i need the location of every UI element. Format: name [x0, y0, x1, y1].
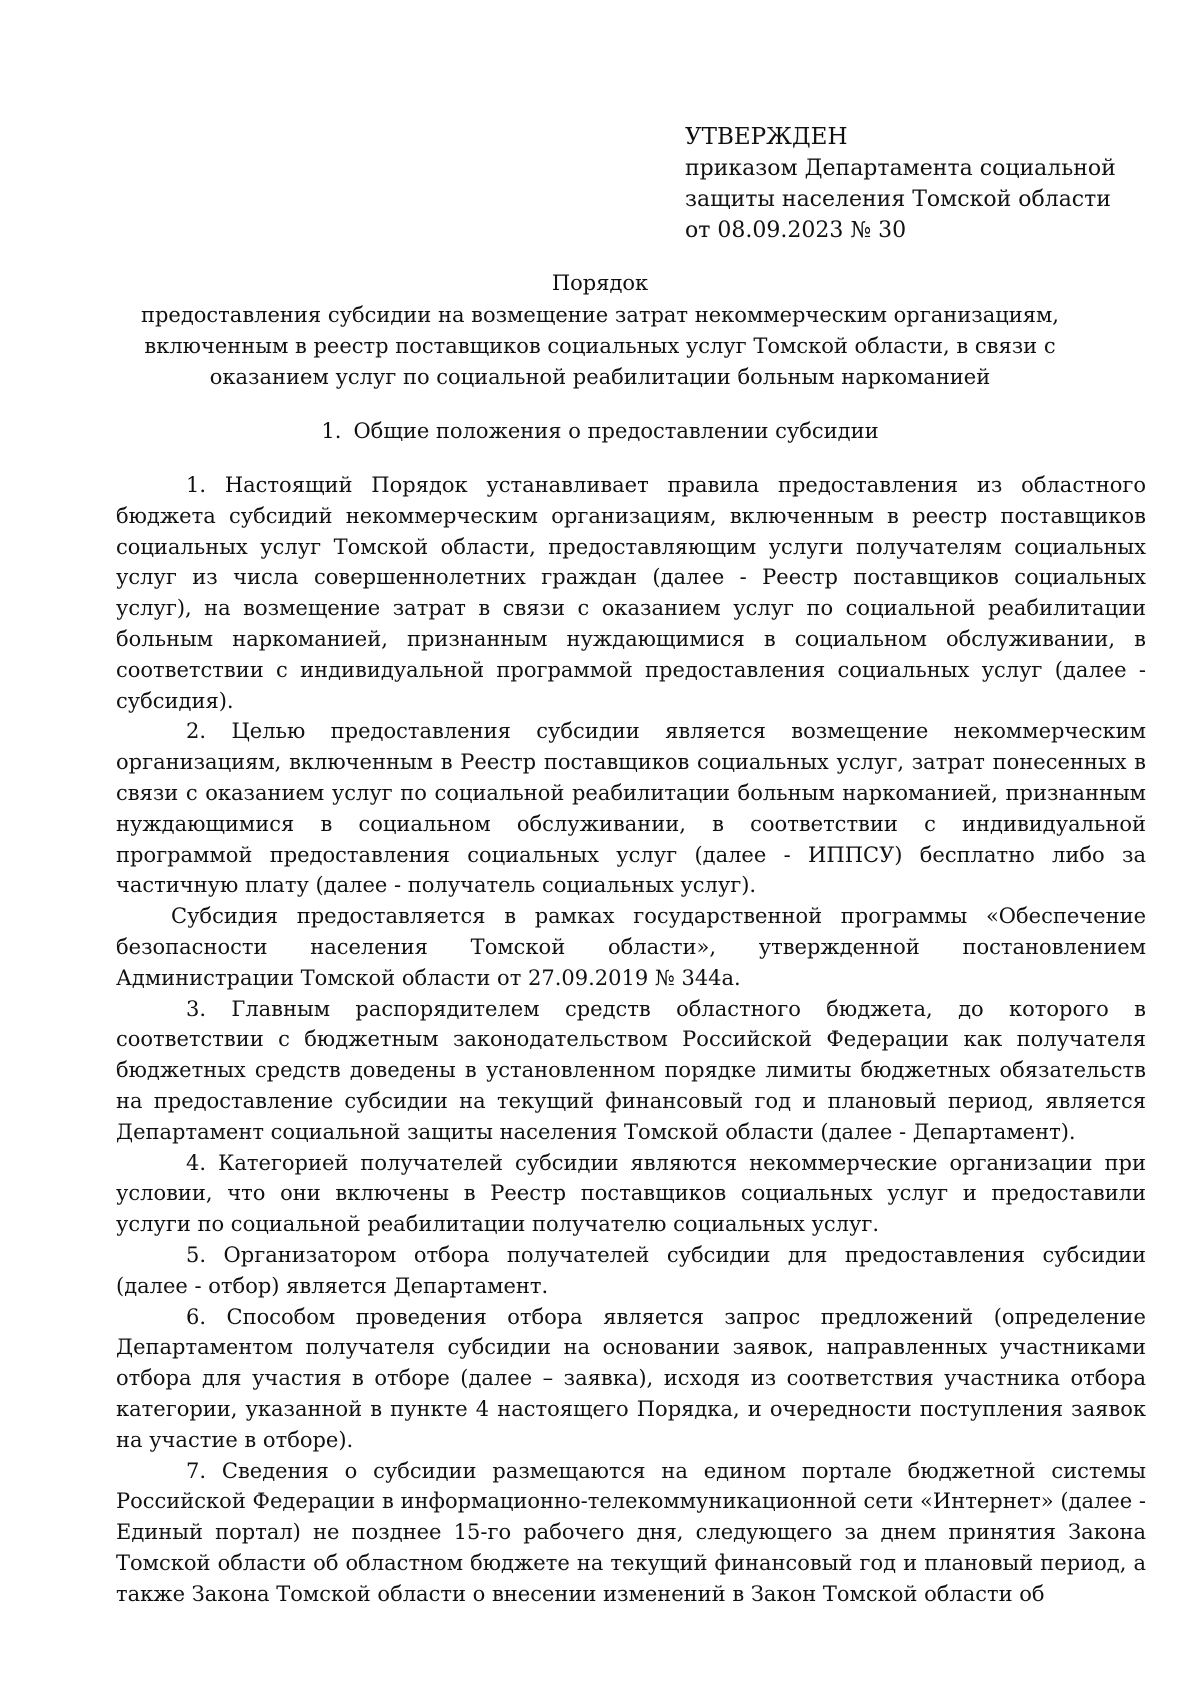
document-title-line-3: оказанием услуг по социальной реабилитации больным наркоманией	[209, 365, 991, 389]
paragraph-5: 5. Организатором отбора получателей субсидии для предоставления субсидии (далее - отбор) является Департамент.	[116, 1242, 1146, 1298]
approval-line-3: защиты населения Томской области	[685, 187, 1111, 212]
section-title: Общие положения о предоставлении субсидии	[353, 419, 879, 443]
document-title-line-1: предоставления субсидии на возмещение затрат некоммерческим организациям,	[140, 303, 1059, 327]
paragraph-7: 7. Сведения о субсидии размещаются на едином портале бюджетной системы Российской Федерации в информационно-телекоммуникационной сети «Интернет» (далее - Единый портал) не позднее 15-го рабочего дня, следующего за днем принятия Закона Томской области об областном бюджете на текущий финансовый год и плановый период, а также Закона Томской области о внесении изменений в Закон Томской области об	[116, 1458, 1146, 1606]
paragraph-6: 6. Способом проведения отбора является запрос предложений (определение Департаментом получателя субсидии на основании заявок, направленных участниками отбора для участия в отборе (далее – заявка), исходя из соответствия участника отбора категории, указанной в пункте 4 настоящего Порядка, и очередности поступления заявок на участие в отборе).	[116, 1304, 1146, 1452]
approval-title: УТВЕРЖДЕН	[685, 124, 848, 150]
paragraph-4: 4. Категорией получателей субсидии являются некоммерческие организации при условии, что они включены в Реестр поставщиков социальных услуг и предоставили услуги по социальной реабилитации получателю социальных услуг.	[116, 1150, 1146, 1237]
approval-line-4: от 08.09.2023 № 30	[685, 218, 907, 243]
approval-line-2: приказом Департамента социальной	[685, 156, 1116, 181]
approval-stamp	[685, 122, 1165, 246]
paragraph-1: 1. Настоящий Порядок устанавливает правила предоставления из областного бюджета субсидий некоммерческим организациям, включенным в реестр поставщиков социальных услуг Томской области, предоставляющим услуги получателям социальных услуг из числа совершеннолетних граждан (далее - Реестр поставщиков социальных услуг), на возмещение затрат в связи с оказанием услуг по социальной реабилитации больным наркоманией, признанным нуждающимися в социальном обслуживании, в соответствии с индивидуальной программой предоставления социальных услуг (далее - субсидия).	[116, 473, 1146, 713]
paragraph-2: 2. Целью предоставления субсидии является возмещение некоммерческим организациям, включенным в Реестр поставщиков социальных услуг, затрат понесенных в связи с оказанием услуг по социальной реабилитации больным наркоманией, признанным нуждающимися в социальном обслуживании, в соответствии с индивидуальной программой предоставления социальных услуг (далее - ИППСУ) бесплатно либо за частичную плату (далее - получатель социальных услуг).	[116, 719, 1146, 898]
section-heading	[120, 416, 1080, 447]
document-heading: Порядок	[551, 271, 649, 295]
document-body	[116, 470, 1146, 1609]
document-title	[120, 268, 1080, 393]
section-number: 1.	[321, 419, 342, 443]
paragraph-3: 3. Главным распорядителем средств областного бюджета, до которого в соответствии с бюджетным законодательством Российской Федерации как получателя бюджетных средств доведены в установленном порядке лимиты бюджетных обязательств на предоставление субсидии на текущий финансовый год и плановый период, является Департамент социальной защиты населения Томской области (далее - Департамент).	[116, 996, 1146, 1144]
paragraph-subsidy-program: Субсидия предоставляется в рамках государственной программы «Обеспечение безопасности населения Томской области», утвержденной постановлением Администрации Томской области от 27.09.2019 № 344а.	[116, 904, 1146, 990]
document-title-line-2: включенным в реестр поставщиков социальных услуг Томской области, в связи с	[144, 334, 1056, 358]
